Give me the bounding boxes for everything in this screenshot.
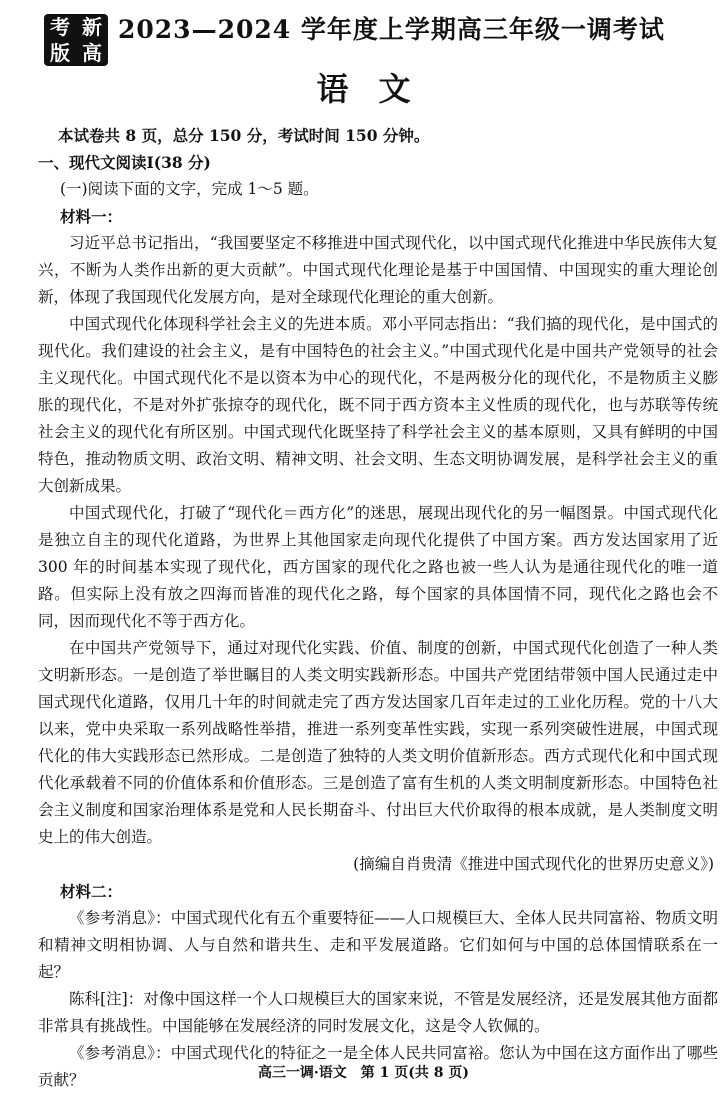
material-one-label: 材料一： <box>60 207 123 226</box>
page-content <box>38 122 718 1094</box>
material-two-label: 材料二： <box>60 882 123 901</box>
logo-char: 高 <box>82 41 102 65</box>
paragraph: 《参考消息》：中国式现代化有五个重要特征——人口规模巨大、全体人民共同富裕、物质文明和精神文明相协调、人与自然和谐共生、走和平发展道路。它们如何与中国的总体国情联系在一起？ <box>38 909 718 981</box>
exam-title: 2023—2024 学年度上学期高三年级一调考试 <box>118 15 665 44</box>
paragraph: 习近平总书记指出，“我国要坚定不移推进中国式现代化，以中国式现代化推进中华民族伟大复兴，不断为人类作出新的更大贡献”。中国式现代化理论是基于中国国情、中国现实的重大理论创新，体现了我国现代化发展方向，是对全球现代化理论的重大创新。 <box>38 234 718 306</box>
logo-char: 考 <box>50 15 70 39</box>
exam-intro: 本试卷共 8 页，总分 150 分，考试时间 150 分钟。 <box>58 126 430 145</box>
subject-title: 语文 <box>316 70 441 108</box>
logo-char: 新 <box>82 15 102 39</box>
source-credit: (摘编自肖贵清《推进中国式现代化的世界历史意义》) <box>353 855 714 873</box>
logo-char: 版 <box>50 41 70 65</box>
paragraph: 中国式现代化，打破了“现代化＝西方化”的迷思，展现出现代化的另一幅图景。中国式现代化是独立自主的现代化道路，为世界上其他国家走向现代化提供了中国方案。西方发达国家用了近 300 年的时间基本实现了现代化，西方国家的现代化之路也被一些人认为是通往现代化的唯一道路。但实际上没有放之四海而皆准的现代化之路，每个国家的具体国情不同，现代化之路也会不同，因而现代化不等于西方化。 <box>38 504 718 630</box>
paragraph: 《参考消息》：中国式现代化的特征之一是全体人民共同富裕。您认为中国在这方面作出了哪些贡献？ <box>38 1044 718 1089</box>
page-footer: 高三一调·语文 第 1 页(共 8 页) <box>257 1065 470 1081</box>
section-instruction: (一)阅读下面的文字，完成 1～5 题。 <box>60 180 319 198</box>
paragraph: 在中国共产党领导下，通过对现代化实践、价值、制度的创新，中国式现代化创造了一种人类文明新形态。一是创造了举世瞩目的人类文明实践新形态。中国共产党团结带领中国人民通过走中国式现代化道路，仅用几十年的时间就走完了西方发达国家几百年走过的工业化历程。党的十八大以来，党中央采取一系列战略性举措，推进一系列变革性实践，实现一系列突破性进展，中国式现代化的伟大实践形态已然形成。二是创造了独特的人类文明价值新形态。西方式现代化和中国式现代化承载着不同的价值体系和价值形态。三是创造了富有生机的人类文明制度新形态。中国特色社会主义制度和国家治理体系是党和人民长期奋斗、付出巨大代价取得的根本成就，是人类制度文明史上的伟大创造。 <box>38 639 718 846</box>
publisher-logo <box>44 14 108 66</box>
section-heading: 一、现代文阅读Ⅰ(38 分) <box>38 153 211 172</box>
paragraph: 陈科[注]：对像中国这样一个人口规模巨大的国家来说，不管是发展经济，还是发展其他方面都非常具有挑战性。中国能够在发展经济的同时发展文化，这是令人钦佩的。 <box>38 990 718 1035</box>
paragraph: 中国式现代化体现科学社会主义的先进本质。邓小平同志指出：“我们搞的现代化，是中国式的现代化。我们建设的社会主义，是有中国特色的社会主义。”中国式现代化是中国共产党领导的社会主义现代化。中国式现代化不是以资本为中心的现代化，不是两极分化的现代化，不是物质主义膨胀的现代化，不是对外扩张掠夺的现代化，既不同于西方资本主义性质的现代化，也与苏联等传统社会主义的现代化有所区别。中国式现代化既坚持了科学社会主义的基本原则，又具有鲜明的中国特色，推动物质文明、政治文明、精神文明、社会文明、生态文明协调发展，是科学社会主义的重大创新成果。 <box>38 315 718 495</box>
